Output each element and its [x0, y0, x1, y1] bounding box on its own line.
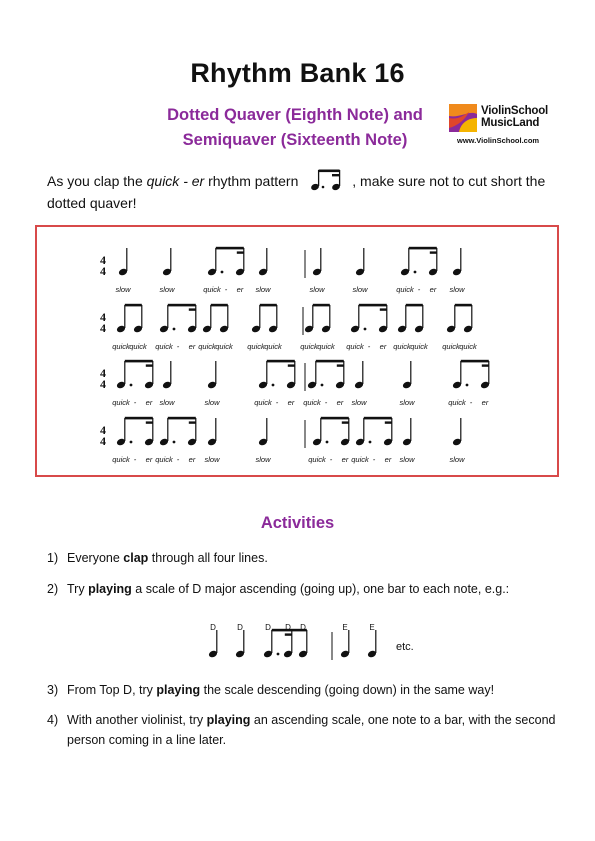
activities-heading: Activities [260, 514, 335, 532]
semiquaver-beam [146, 364, 153, 366]
activity-keyword: playing [206, 713, 251, 727]
intro-emphasis: quick - er [146, 173, 205, 189]
augmentation-dot [221, 271, 224, 274]
rhythm-label: quick [317, 342, 335, 351]
rhythm-exercise-box [35, 225, 559, 477]
rhythm-label: slow [159, 285, 175, 294]
rhythm-label: quick [346, 342, 364, 351]
scale-example-notation [200, 620, 440, 668]
rhythm-label: quick [254, 398, 272, 407]
note-name-label: D [285, 623, 291, 632]
rhythm-label: er [188, 455, 196, 464]
activity-number: 3) [47, 683, 59, 697]
rhythm-label: slow [255, 455, 271, 464]
semiquaver-beam [288, 364, 295, 366]
rhythm-label: quick [129, 342, 147, 351]
rhythm-label: quick [112, 342, 130, 351]
rhythm-label: quick [442, 342, 460, 351]
rhythm-label: - [176, 455, 180, 464]
activity-text [67, 710, 557, 750]
rhythm-label: quick [155, 455, 173, 464]
rhythm-label: - [417, 285, 421, 294]
logo-name-line-1: ViolinSchool [481, 105, 549, 117]
rhythm-label: quick [393, 342, 411, 351]
augmentation-dot [369, 441, 372, 444]
activity-text [67, 680, 557, 700]
rhythm-label: quick [308, 455, 326, 464]
rhythm-label: slow [309, 285, 325, 294]
page-title: Rhythm Bank 16 [190, 58, 405, 88]
note-name-label: E [342, 623, 348, 632]
subtitle-line-2: Semiquaver (Sixteenth Note) [182, 131, 408, 149]
subtitle-line-1: Dotted Quaver (Eighth Note) and [167, 106, 423, 124]
rhythm-label: er [429, 285, 437, 294]
rhythm-label: slow [204, 398, 220, 407]
rhythm-label: er [145, 398, 153, 407]
rhythm-label: slow [449, 455, 465, 464]
rhythm-label: - [367, 342, 371, 351]
augmentation-dot [326, 441, 329, 444]
note-beam [455, 304, 472, 307]
rhythm-label: quick [112, 398, 130, 407]
time-signature-bottom: 4 [100, 264, 106, 278]
note-name-label: D [210, 623, 216, 632]
note-beam [260, 304, 277, 307]
note-beam [364, 417, 392, 420]
dotted-quaver-semiquaver-icon [310, 168, 346, 192]
semiquaver-beam [237, 251, 244, 253]
rhythm-label: slow [399, 455, 415, 464]
rhythm-label: slow [115, 285, 131, 294]
semiquaver-beam [380, 308, 387, 310]
rhythm-label: er [481, 398, 489, 407]
rhythm-label: slow [399, 398, 415, 407]
rhythm-label: - [329, 455, 333, 464]
rhythm-label: slow [449, 285, 465, 294]
rhythm-label: quick [247, 342, 265, 351]
activity-keyword: playing [88, 582, 132, 596]
semiquaver-beam [342, 421, 349, 423]
semiquaver-beam [146, 421, 153, 423]
semiquaver-beam [482, 364, 489, 366]
rhythm-label: quick [155, 342, 173, 351]
activity-text-before: With another violinist, try [67, 713, 207, 727]
rhythm-label: - [275, 398, 279, 407]
note-beam [316, 360, 344, 363]
rhythm-label: - [324, 398, 328, 407]
rhythm-label: er [379, 342, 387, 351]
augmentation-dot [173, 328, 176, 331]
time-signature-top: 4 [100, 253, 106, 267]
note-beam [461, 360, 489, 363]
augmentation-dot [321, 384, 324, 387]
note-beam [125, 360, 153, 363]
note-beam [267, 360, 295, 363]
activity-text-before: From Top D, try [67, 683, 157, 697]
rhythm-label: er [145, 455, 153, 464]
activity-text-after: the scale descending (going down) in the same way! [200, 683, 495, 697]
augmentation-dot [466, 384, 469, 387]
note-beam [359, 304, 387, 307]
rhythm-label: quick [351, 455, 369, 464]
activity-text-after: a scale of D major ascending (going up), one bar to each note, e.g.: [131, 582, 510, 596]
augmentation-dot [414, 271, 417, 274]
rhythm-label: quick [300, 342, 318, 351]
page-subtitle [140, 103, 450, 153]
note-beam [406, 304, 423, 307]
rhythm-label: slow [204, 455, 220, 464]
rhythm-notation [37, 227, 557, 475]
note-beam [321, 417, 349, 420]
rhythm-label: - [372, 455, 376, 464]
rhythm-label: slow [352, 285, 368, 294]
time-signature-bottom: 4 [100, 434, 106, 448]
augmentation-dot [277, 653, 280, 656]
note-beam [125, 417, 153, 420]
activity-text-after: an ascending scale, one note to a bar, with the second person coming in a line later. [67, 713, 556, 747]
semiquaver-beam [189, 421, 196, 423]
intro-text-after: , make sure not to cut short the dotted quaver! [47, 173, 546, 211]
augmentation-dot [130, 384, 133, 387]
rhythm-label: quick [198, 342, 216, 351]
semiquaver-beam [385, 421, 392, 423]
rhythm-label: quick [112, 455, 130, 464]
time-signature-top: 4 [100, 366, 106, 380]
rhythm-label: slow [255, 285, 271, 294]
note-name-label: D [300, 623, 306, 632]
rhythm-label: er [384, 455, 392, 464]
rhythm-label: er [336, 398, 344, 407]
time-signature-bottom: 4 [100, 321, 106, 335]
rhythm-label: slow [351, 398, 367, 407]
rhythm-label: er [341, 455, 349, 464]
rhythm-label: quick [410, 342, 428, 351]
rhythm-label: - [176, 342, 180, 351]
time-signature-bottom: 4 [100, 377, 106, 391]
semiquaver-beam [430, 251, 437, 253]
violinschool-logo [449, 104, 559, 146]
logo-name [481, 105, 548, 129]
rhythm-label: quick [215, 342, 233, 351]
logo-mark-icon [449, 104, 477, 132]
rhythm-label: slow [159, 398, 175, 407]
rhythm-label: quick [459, 342, 477, 351]
activity-number: 4) [47, 713, 59, 727]
semiquaver-beam [189, 308, 196, 310]
scale-example [200, 620, 440, 673]
rhythm-label: - [469, 398, 473, 407]
time-signature-top: 4 [100, 310, 106, 324]
activity-text [67, 548, 557, 568]
activity-keyword: playing [156, 683, 201, 697]
intro-text-before: As you clap the [47, 173, 147, 189]
rhythm-label: - [133, 455, 137, 464]
note-name-label: D [265, 623, 271, 632]
augmentation-dot [130, 441, 133, 444]
logo-name-line-2: MusicLand [481, 117, 540, 129]
note-beam [313, 304, 330, 307]
activity-text-after: through all four lines. [148, 551, 268, 565]
activity-keyword: clap [123, 551, 149, 565]
note-beam [168, 304, 196, 307]
rhythm-label: quick [396, 285, 414, 294]
semiquaver-beam [337, 364, 344, 366]
augmentation-dot [364, 328, 367, 331]
logo-url: www.ViolinSchool.com [457, 136, 540, 145]
note-beam [216, 247, 244, 250]
rhythm-label: quick [303, 398, 321, 407]
augmentation-dot [272, 384, 275, 387]
activity-number: 2) [47, 582, 59, 596]
intro-text-middle: rhythm pattern [204, 173, 303, 189]
intro-paragraph [47, 168, 557, 214]
rhythm-label: quick [264, 342, 282, 351]
rhythm-label: er [287, 398, 295, 407]
note-beam [211, 304, 228, 307]
note-beam [409, 247, 437, 250]
semiquaver-beam [285, 633, 292, 635]
activity-number: 1) [47, 551, 59, 565]
augmentation-dot [173, 441, 176, 444]
note-name-label: E [369, 623, 375, 632]
activity-text [67, 579, 557, 599]
rhythm-label: er [188, 342, 196, 351]
note-beam [125, 304, 142, 307]
rhythm-label: - [133, 398, 137, 407]
activity-text-before: Everyone [67, 551, 124, 565]
note-beam [168, 417, 196, 420]
time-signature-top: 4 [100, 423, 106, 437]
rhythm-label: quick [448, 398, 466, 407]
note-name-label: D [237, 623, 243, 632]
activity-text-before: Try [67, 582, 89, 596]
rhythm-label: quick [203, 285, 221, 294]
rhythm-label: - [224, 285, 228, 294]
etc-label: etc. [396, 641, 414, 653]
rhythm-label: er [236, 285, 244, 294]
